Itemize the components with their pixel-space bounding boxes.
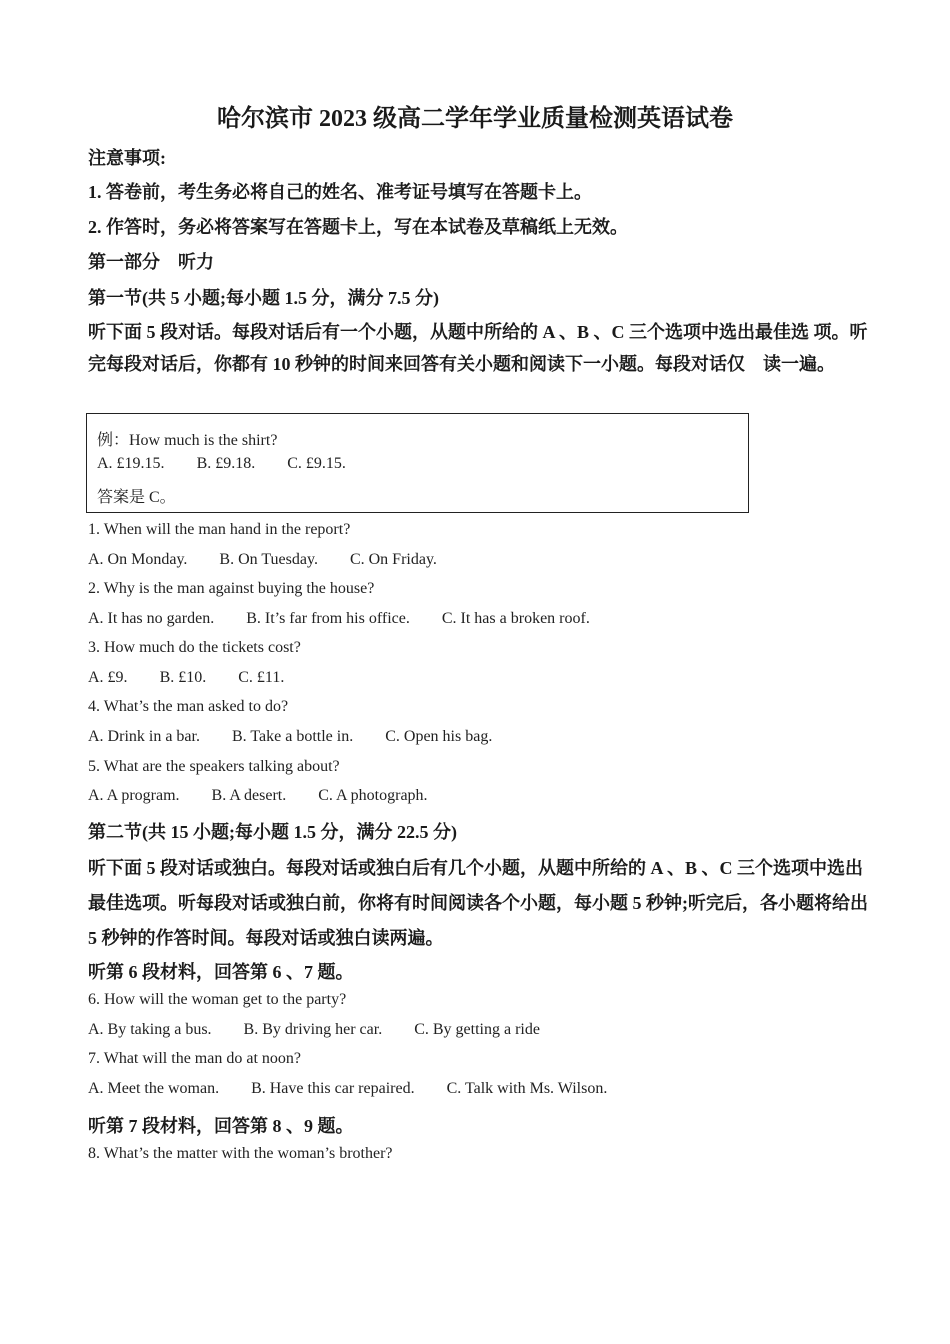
- question-2-options: [88, 610, 618, 628]
- example-option-b: B. £9.18.: [196, 455, 256, 472]
- example-options: [97, 455, 374, 473]
- question-4-options: [88, 728, 520, 746]
- question-3: 3. How much do the tickets cost?: [88, 639, 301, 656]
- example-answer: 答案是 C。: [97, 489, 176, 506]
- question-4: 4. What’s the man asked to do?: [88, 698, 289, 715]
- question-5-options: [88, 787, 456, 805]
- question-7: 7. What will the man do at noon?: [88, 1050, 301, 1067]
- option: C. By getting a ride: [414, 1021, 540, 1038]
- example-box: [86, 413, 749, 513]
- question-3-options: [88, 669, 312, 687]
- option: A. It has no garden.: [88, 610, 215, 627]
- question-2: 2. Why is the man against buying the house?: [88, 580, 375, 597]
- notice-item-1: 1. 答卷前，考生务必将自己的姓名、准考证号填写在答题卡上。: [88, 182, 592, 202]
- option: A. A program.: [88, 787, 180, 804]
- notice-heading: 注意事项:: [88, 148, 166, 168]
- option: A. Meet the woman.: [88, 1080, 220, 1097]
- page-title: 哈尔滨市 2023 级高二学年学业质量检测英语试卷: [217, 106, 733, 132]
- option: B. Take a bottle in.: [231, 728, 354, 745]
- question-5: 5. What are the speakers talking about?: [88, 758, 340, 775]
- option: C. It has a broken roof.: [441, 610, 590, 627]
- option: A. Drink in a bar.: [88, 728, 200, 745]
- question-8: 8. What’s the matter with the woman’s brother?: [88, 1145, 393, 1162]
- example-option-a: A. £19.15.: [97, 455, 165, 472]
- section1-instructions: 听下面 5 段对话。每段对话后有一个小题，从题中所给的 A 、B 、C 三个选项中选出最佳选 项。听完每段对话后，你都有 10 秒钟的时间来回答有关小题和阅读下一小题。每段对话仅 读一遍。: [88, 322, 868, 374]
- option: A. £9.: [88, 669, 128, 686]
- option: C. £11.: [238, 669, 285, 686]
- option: B. Have this car repaired.: [251, 1080, 415, 1097]
- option: B. It’s far from his office.: [246, 610, 410, 627]
- option: B. On Tuesday.: [219, 551, 318, 568]
- question-7-options: [88, 1080, 635, 1098]
- option: B. £10.: [159, 669, 207, 686]
- part1-heading: 第一部分 听力: [88, 252, 214, 272]
- option: C. A photograph.: [318, 787, 428, 804]
- question-6: 6. How will the woman get to the party?: [88, 991, 347, 1008]
- section2-heading: 第二节(共 15 小题;每小题 1.5 分，满分 22.5 分): [88, 822, 457, 842]
- option: B. A desert.: [211, 787, 287, 804]
- example-question: 例：How much is the shirt?: [97, 432, 278, 449]
- example-option-c: C. £9.15.: [287, 455, 346, 472]
- option: C. On Friday.: [349, 551, 437, 568]
- section2-instructions: 听下面 5 段对话或独白。每段对话或独白后有几个小题，从题中所给的 A 、B 、C 三个选项中选出最佳选项。听每段对话或独白前，你将有时间阅读各个小题，每小题 5 秒钟;听完后，各小题将给出 5 秒钟的作答时间。每段对话或独白读两遍。: [88, 858, 868, 948]
- option: A. By taking a bus.: [88, 1021, 212, 1038]
- question-1: 1. When will the man hand in the report?: [88, 521, 351, 538]
- option: C. Talk with Ms. Wilson.: [446, 1080, 608, 1097]
- option: C. Open his bag.: [385, 728, 493, 745]
- passage-7-heading: 听第 7 段材料，回答第 8 、9 题。: [88, 1116, 354, 1136]
- question-6-options: [88, 1021, 568, 1039]
- notice-item-2: 2. 作答时，务必将答案写在答题卡上，写在本试卷及草稿纸上无效。: [88, 217, 628, 237]
- option: A. On Monday.: [88, 551, 188, 568]
- section1-heading: 第一节(共 5 小题;每小题 1.5 分，满分 7.5 分): [88, 288, 439, 308]
- option: B. By driving her car.: [243, 1021, 383, 1038]
- question-1-options: [88, 551, 465, 569]
- passage-6-heading: 听第 6 段材料，回答第 6 、7 题。: [88, 962, 354, 982]
